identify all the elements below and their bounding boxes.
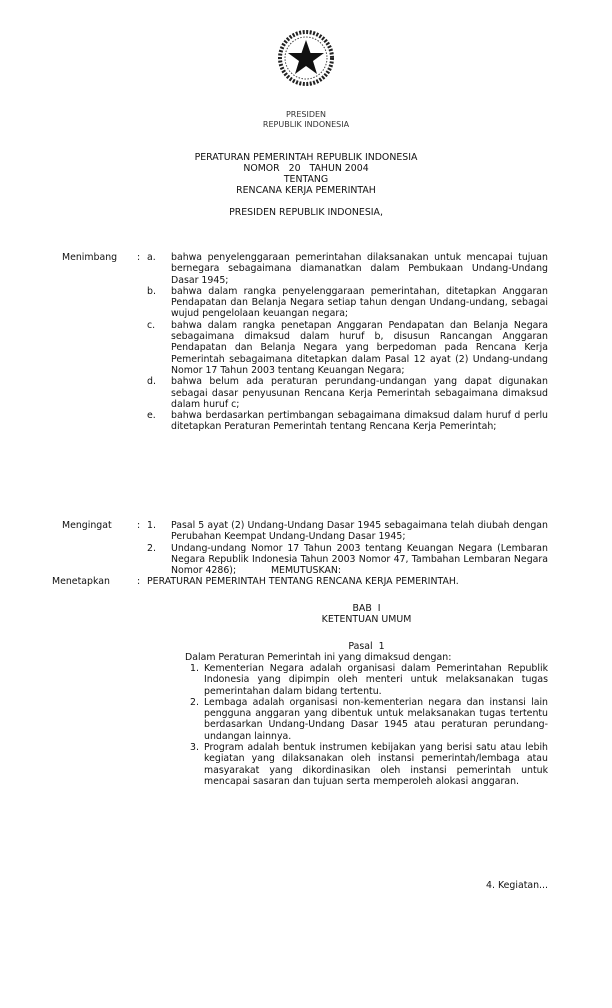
item-text: bahwa dalam rangka penyelenggaraan pemerintahan, ditetapkan Anggaran Pendapatan dan Belanja Negara setiap tahun dengan Undang-undang, sebagai wujud pengelolaan keuangan negara; (171, 285, 548, 320)
menimbang-section (0, 252, 612, 433)
list-item (0, 742, 612, 787)
item-marker: 3. (190, 742, 199, 754)
bab-title: KETENTUAN UMUM (321, 614, 412, 625)
item-marker: 2. (147, 542, 156, 554)
list-item (0, 252, 612, 286)
star-wreath-icon (276, 28, 336, 88)
colon: : (137, 252, 141, 263)
letterhead-republik: REPUBLIK INDONESIA (262, 120, 350, 129)
item-text: Lembaga adalah organisasi non-kementerian negara dan instansi lain pengguna anggaran yang dibentuk untuk melaksanakan tugas tertentu berdasarkan Undang-Undang Dasar 1945 atau peraturan perundang-undangan lainnya. (204, 696, 548, 742)
item-marker: 1. (190, 663, 199, 674)
memutuskan-heading: MEMUTUSKAN: (270, 565, 342, 576)
colon: : (137, 520, 141, 531)
item-text: bahwa berdasarkan pertimbangan sebagaimana dimaksud dalam huruf d perlu ditetapkan Peraturan Pemerintah tentang Rencana Kerja Pemerintah; (171, 410, 548, 433)
list-item (0, 320, 612, 376)
item-marker: c. (147, 319, 156, 331)
item-marker: e. (147, 410, 156, 422)
menetapkan-label: Menetapkan (52, 576, 110, 587)
doc-title-subject: RENCANA KERJA PEMERINTAH (236, 185, 376, 196)
item-marker: d. (147, 376, 156, 388)
garuda-star-emblem (276, 28, 336, 91)
item-marker: a. (147, 252, 156, 263)
item-text: Kementerian Negara adalah organisasi dalam Pemerintahan Republik Indonesia yang dipimpin oleh menteri untuk melaksanakan tugas pemerintahan dalam bidang tertentu. (204, 663, 548, 697)
list-item (0, 663, 612, 697)
item-text: Program adalah bentuk instrumen kebijakan yang berisi satu atau lebih kegiatan yang dilaksanakan oleh instansi pemerintah/lembaga atau masyarakat yang dikordinasikan oleh instansi pemerintah untuk mencapai sasaran dan tujuan serta memperoleh alokasi anggaran. (204, 742, 548, 787)
item-text: bahwa penyelenggaraan pemerintahan dilaksanakan untuk mencapai tujuan bernegara sebagaimana diamanatkan dalam Pembukaan Undang-Undang Dasar 1945; (171, 252, 548, 286)
item-marker: 2. (190, 696, 199, 708)
doc-title-tentang: TENTANG (283, 174, 329, 185)
doc-title-number: NOMOR 20 TAHUN 2004 (243, 163, 369, 174)
mengingat-label: Mengingat (62, 520, 112, 531)
colon: : (137, 576, 141, 587)
list-item (0, 410, 612, 433)
list-item (0, 520, 612, 543)
menetapkan-text: PERATURAN PEMERINTAH TENTANG RENCANA KERJA PEMERINTAH. (147, 576, 459, 587)
item-marker: 1. (147, 520, 156, 531)
letterhead-presiden: PRESIDEN (285, 110, 327, 119)
president-heading: PRESIDEN REPUBLIK INDONESIA, (229, 207, 383, 218)
doc-title-1: PERATURAN PEMERINTAH REPUBLIK INDONESIA (194, 152, 418, 163)
item-marker: b. (147, 285, 156, 297)
item-text: Pasal 5 ayat (2) Undang-Undang Dasar 1945 sebagaimana telah diubah dengan Perubahan Keempat Undang-Undang Dasar 1945; (171, 520, 548, 543)
pasal-intro: Dalam Peraturan Pemerintah ini yang dimaksud dengan: (185, 652, 452, 663)
list-item (0, 286, 612, 320)
item-text: bahwa belum ada peraturan perundang-undangan yang dapat digunakan sebagai dasar penyusunan Rencana Kerja Pemerintah sebagaimana dimaksud dalam huruf c; (171, 376, 548, 410)
item-text: bahwa dalam rangka penetapan Anggaran Pendapatan dan Belanja Negara sebagaimana dimaksud dalam huruf b, disusun Rancangan Anggaran Pendapatan dan Belanja Negara yang berpedoman pada Rencana Kerja Pemerintah sebagaimana ditetapkan dalam Pasal 12 ayat (2) Undang-undang Nomor 17 Tahun 2003 tentang Keuangan Negara; (171, 319, 548, 376)
list-item (0, 376, 612, 410)
bab-number: BAB I (352, 603, 381, 614)
menimbang-label: Menimbang (62, 252, 118, 263)
pasal-title: Pasal 1 (348, 641, 385, 652)
continuation-text: 4. Kegiatan... (486, 880, 548, 891)
list-item (0, 697, 612, 742)
pasal-items (0, 663, 612, 787)
item-text: Undang-undang Nomor 17 Tahun 2003 tentang Keuangan Negara (Lembaran Negara Republik Indonesia Tahun 2003 Nomor 47, Tambahan Lembaran Negara Nomor 4286); (171, 542, 548, 577)
